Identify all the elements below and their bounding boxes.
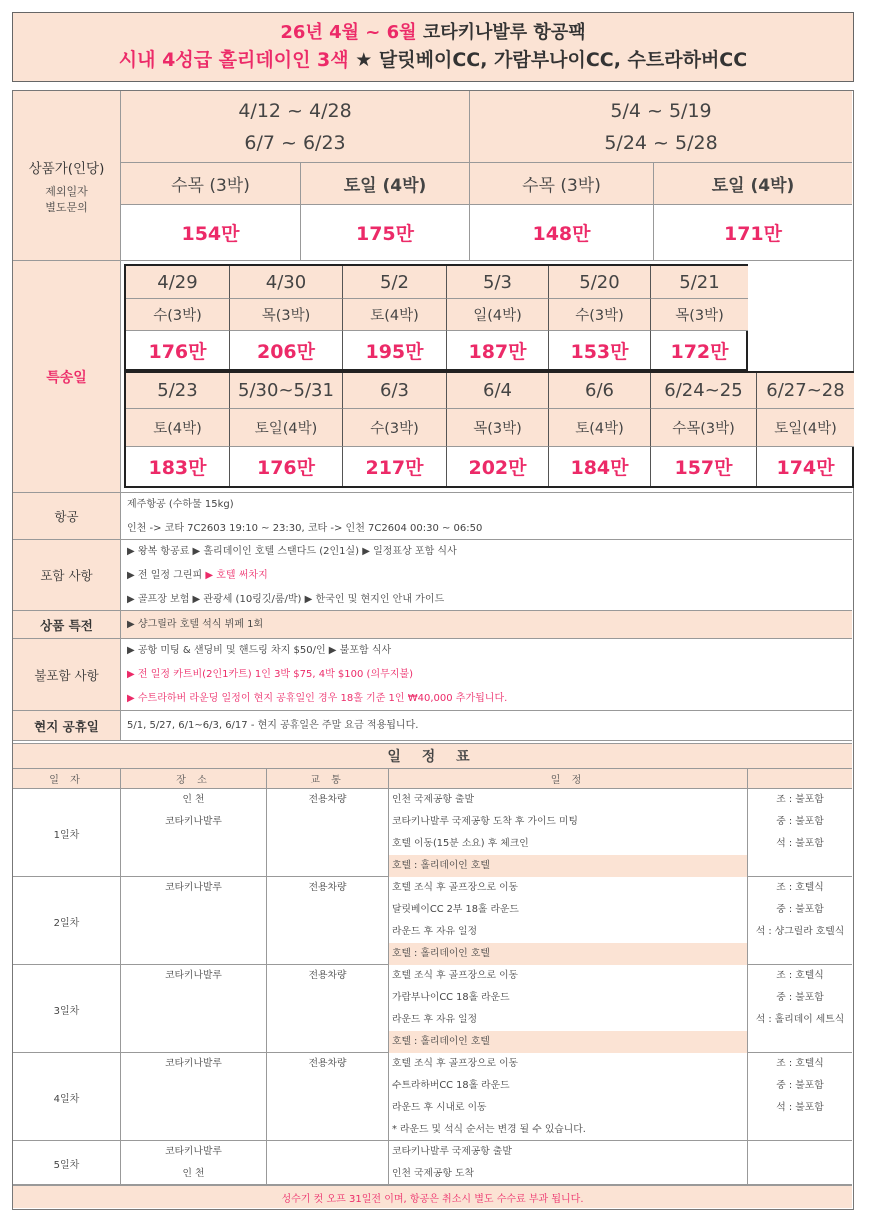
schedule-transport: 전용차량 xyxy=(308,882,347,893)
special-row-2 xyxy=(124,371,854,488)
schedule-places xyxy=(121,1141,267,1185)
schedule-line: 라운드 후 자유 일정 xyxy=(392,1014,478,1025)
included-line-2b: ▶ 호텔 써차지 xyxy=(205,570,268,581)
schedule-meal: 조 : 불포함 xyxy=(776,794,824,805)
special-row2-cell-4 xyxy=(549,373,651,486)
schedule-place: 코타키나발루 xyxy=(165,1058,222,1069)
schedule-meals xyxy=(748,1053,852,1141)
special-date: 5/21 xyxy=(651,266,748,299)
banner-courses: 달릿베이CC, 가람부나이CC, 수트라하버CC xyxy=(372,49,748,71)
banner-product: 코타키나발루 항공팩 xyxy=(422,22,586,43)
special-label: 특송일 xyxy=(46,369,87,386)
special-price: 153만 xyxy=(549,331,651,369)
special-price: 176만 xyxy=(230,447,343,486)
schedule-day-row xyxy=(13,1053,852,1141)
schedule-place: 인 천 xyxy=(182,794,205,805)
schedule-meals xyxy=(748,965,852,1053)
schedule-meals xyxy=(748,1141,852,1185)
schedule-footer: 성수기 컷 오프 31일전 이며, 항공은 취소시 별도 수수료 부과 됩니다. xyxy=(13,1185,852,1208)
schedule-line: 코타키나발루 국제공항 도착 후 가이드 미팅 xyxy=(392,816,578,827)
airline-info xyxy=(121,493,852,540)
banner-hotel: 시내 4성급 홀리데이인 3색 xyxy=(118,49,356,71)
schedule-meal: 중 : 불포함 xyxy=(776,816,824,827)
schedule-meal: 중 : 불포함 xyxy=(776,992,824,1003)
price-group-1-date-2: 6/7 ~ 6/23 xyxy=(244,131,346,154)
schedule-line: 인천 국제공항 도착 xyxy=(392,1168,474,1179)
price-col-3-value: 148만 xyxy=(470,205,654,261)
schedule-day-row xyxy=(13,1141,852,1185)
schedule-meal: 석 : 홀리데이 세트식 xyxy=(755,1014,845,1025)
schedule-header-day: 일 자 xyxy=(13,769,121,789)
special-row1-cell-1 xyxy=(230,266,343,369)
special-row2-cell-2 xyxy=(343,373,447,486)
special-date: 4/30 xyxy=(230,266,343,299)
special-price: 174만 xyxy=(776,457,835,479)
special-date: 6/6 xyxy=(549,373,651,409)
special-row1-cell-4 xyxy=(549,266,651,369)
special-night: 토일(4박) xyxy=(757,409,854,447)
special-date: 4/29 xyxy=(126,266,230,299)
banner-period: 26년 4월 ~ 6월 xyxy=(280,22,423,43)
schedule-line: 호텔 조식 후 골프장으로 이동 xyxy=(392,882,519,893)
special-price: 195만 xyxy=(343,331,447,369)
price-sub-2: 별도문의 xyxy=(45,200,88,214)
special-date: 5/23 xyxy=(126,373,230,409)
schedule-line: 호텔 조식 후 골프장으로 이동 xyxy=(392,1058,519,1069)
schedule-places xyxy=(121,965,267,1053)
schedule-day: 5일차 xyxy=(13,1141,121,1185)
schedule-line: 호텔 : 홀리데이인 호텔 xyxy=(389,943,747,965)
schedule-meal: 석 : 불포함 xyxy=(776,838,824,849)
special-night: 목(3박) xyxy=(230,299,343,331)
schedule-meal: 조 : 호텔식 xyxy=(776,1058,824,1069)
schedule-places xyxy=(121,789,267,877)
schedule-header-transport: 교 통 xyxy=(267,769,389,789)
airline-line-2: 인천 -> 코타 7C2603 19:10 ~ 23:30, 코타 -> 인천 7C2604 00:30 ~ 06:50 xyxy=(127,523,483,534)
schedule-meal: 조 : 호텔식 xyxy=(776,882,824,893)
schedule-plan xyxy=(389,1141,748,1185)
schedule-day: 3일차 xyxy=(13,965,121,1053)
special-row1-cell-5 xyxy=(651,266,748,369)
schedule-day: 2일차 xyxy=(13,877,121,965)
price-group-1 xyxy=(121,91,470,163)
schedule-line: 라운드 후 시내로 이동 xyxy=(392,1102,487,1113)
included-line-3: ▶ 골프장 보험 ▶ 관광세 (10링깃/룸/박) ▶ 한국인 및 현지인 안내 가이드 xyxy=(127,594,445,605)
schedule-header-meals xyxy=(748,769,852,789)
special-date: 6/4 xyxy=(447,373,549,409)
special-price: 172만 xyxy=(670,340,729,363)
excluded-info xyxy=(121,639,852,711)
star-icon: ★ xyxy=(355,49,373,71)
schedule-day: 4일차 xyxy=(13,1053,121,1141)
schedule-header-plan: 일 정 xyxy=(389,769,748,789)
special-price: 206만 xyxy=(230,331,343,369)
schedule-body xyxy=(13,789,852,1185)
banner-line-2 xyxy=(13,47,853,73)
schedule-transport: 전용차량 xyxy=(308,970,347,981)
price-label-cell xyxy=(13,91,121,261)
included-line-2 xyxy=(127,564,852,588)
special-night: 일(4박) xyxy=(447,299,549,331)
schedule-plan xyxy=(389,1053,748,1141)
airline-line-1: 제주항공 (수하물 15kg) xyxy=(127,499,234,510)
schedule-place: 코타키나발루 xyxy=(165,882,222,893)
special-night: 목(3박) xyxy=(651,299,748,331)
schedule-line: 호텔 : 홀리데이인 호텔 xyxy=(389,1031,747,1053)
special-row2-cell-0 xyxy=(126,373,230,486)
special-date: 5/30~5/31 xyxy=(230,373,343,409)
schedule-meals xyxy=(748,789,852,877)
schedule-plan xyxy=(389,877,748,965)
schedule-line: * 라운드 및 석식 순서는 변경 될 수 있습니다. xyxy=(392,1124,586,1135)
main-table xyxy=(12,90,854,1210)
price-label: 상품가(인당) xyxy=(28,160,105,177)
price-group-2-date-1: 5/4 ~ 5/19 xyxy=(610,99,712,122)
schedule-header-place: 장 소 xyxy=(121,769,267,789)
schedule-meals xyxy=(748,877,852,965)
special-date: 5/3 xyxy=(447,266,549,299)
schedule-transport-cell xyxy=(267,789,389,877)
special-price: 183만 xyxy=(126,447,230,486)
excluded-line-2: ▶ 전 일정 카트비(2인1카트) 1인 3박 $75, 4박 $100 (의무지불) xyxy=(127,669,413,680)
special-night: 수(3박) xyxy=(126,299,230,331)
schedule-transport-cell xyxy=(267,1141,389,1185)
price-col-2-value: 175만 xyxy=(301,205,470,261)
special-night: 목(3박) xyxy=(447,409,549,447)
schedule-meal: 중 : 불포함 xyxy=(776,1080,824,1091)
special-label-cell xyxy=(13,261,121,493)
included-line-2a: ▶ 전 일정 그린피 xyxy=(127,570,206,581)
schedule-line: 인천 국제공항 출발 xyxy=(392,794,474,805)
schedule-place: 코타키나발루 xyxy=(165,816,222,827)
special-row-1 xyxy=(124,264,748,371)
schedule-transport: 전용차량 xyxy=(308,794,347,805)
schedule-title: 일 정 표 xyxy=(13,743,852,769)
schedule-line: 코타키나발루 국제공항 출발 xyxy=(392,1146,512,1157)
schedule-transport-cell xyxy=(267,1053,389,1141)
holiday-line-1: 5/1, 5/27, 6/1~6/3, 6/17 - 현지 공휴일은 주말 요금 적용됩니다. xyxy=(127,720,419,731)
excluded-line-3: ▶ 수트라하버 라운딩 일정이 현지 공휴일인 경우 18홀 기준 1인 ₩40,000 추가됩니다. xyxy=(127,693,508,704)
excluded-line-1: ▶ 공항 미팅 & 샌딩비 및 핸드링 차지 $50/인 ▶ 불포함 식사 xyxy=(127,645,392,656)
special-night: 수(3박) xyxy=(343,409,447,447)
schedule-place: 인 천 xyxy=(182,1168,205,1179)
price-group-2 xyxy=(470,91,852,163)
schedule-meal: 석 : 샹그릴라 호텔식 xyxy=(755,926,845,937)
special-date: 5/2 xyxy=(343,266,447,299)
schedule-places xyxy=(121,877,267,965)
schedule-line: 달릿베이CC 2부 18홀 라운드 xyxy=(392,904,519,915)
benefit-line-1: ▶ 샹그릴라 호텔 석식 뷔페 1회 xyxy=(127,619,264,630)
schedule-place: 코타키나발루 xyxy=(165,970,222,981)
banner-line-1 xyxy=(13,21,853,45)
excluded-label: 불포함 사항 xyxy=(13,639,121,711)
special-date: 6/24~25 xyxy=(651,373,757,409)
price-col-1-value: 154만 xyxy=(121,205,301,261)
special-date: 6/27~28 xyxy=(757,373,854,409)
schedule-plan xyxy=(389,965,748,1053)
special-row2-cell-3 xyxy=(447,373,549,486)
benefit-info xyxy=(121,611,852,639)
schedule-transport-cell xyxy=(267,877,389,965)
special-price: 176만 xyxy=(126,331,230,369)
schedule-line: 호텔 : 홀리데이인 호텔 xyxy=(389,855,747,877)
price-col-3-night: 수목 (3박) xyxy=(470,163,654,205)
special-row1-cell-3 xyxy=(447,266,549,369)
included-label: 포함 사항 xyxy=(13,540,121,611)
benefit-label: 상품 특전 xyxy=(13,611,121,639)
special-date: 6/3 xyxy=(343,373,447,409)
special-row2-cell-6 xyxy=(757,373,854,486)
price-group-2-date-2: 5/24 ~ 5/28 xyxy=(604,131,718,154)
price-col-4-value: 171만 xyxy=(654,205,852,261)
price-col-1-night: 수목 (3박) xyxy=(121,163,301,205)
schedule-line: 호텔 조식 후 골프장으로 이동 xyxy=(392,970,519,981)
schedule-line: 가람부나이CC 18홀 라운드 xyxy=(392,992,510,1003)
schedule-transport-cell xyxy=(267,965,389,1053)
schedule-line: 호텔 이동(15분 소요) 후 체크인 xyxy=(392,838,529,849)
special-night: 토(4박) xyxy=(343,299,447,331)
schedule-meal: 중 : 불포함 xyxy=(776,904,824,915)
special-night: 토(4박) xyxy=(126,409,230,447)
special-price: 217만 xyxy=(343,447,447,486)
special-night: 수(3박) xyxy=(549,299,651,331)
special-price: 157만 xyxy=(651,447,757,486)
special-price: 202만 xyxy=(447,447,549,486)
schedule-place: 코타키나발루 xyxy=(165,1146,222,1157)
special-row1-cell-0 xyxy=(126,266,230,369)
schedule-day-row xyxy=(13,877,852,965)
special-night: 토일(4박) xyxy=(230,409,343,447)
special-night: 수목(3박) xyxy=(651,409,757,447)
special-row2-cell-1 xyxy=(230,373,343,486)
included-line-1: ▶ 왕복 항공료 ▶ 홀리데이인 호텔 스탠다드 (2인1실) ▶ 일정표상 포함 식사 xyxy=(127,546,457,557)
schedule-places xyxy=(121,1053,267,1141)
schedule-day-row xyxy=(13,965,852,1053)
special-price: 187만 xyxy=(447,331,549,369)
holiday-info xyxy=(121,711,852,741)
special-date: 5/20 xyxy=(549,266,651,299)
special-row2-cell-5 xyxy=(651,373,757,486)
price-sub-1: 제외일자 xyxy=(45,184,88,198)
holiday-label: 현지 공휴일 xyxy=(13,711,121,741)
schedule-plan xyxy=(389,789,748,877)
schedule-meal: 석 : 불포함 xyxy=(776,1102,824,1113)
special-row1-cell-2 xyxy=(343,266,447,369)
schedule-transport: 전용차량 xyxy=(308,1058,347,1069)
schedule-transport xyxy=(267,1141,388,1163)
included-info xyxy=(121,540,852,611)
price-group-1-date-1: 4/12 ~ 4/28 xyxy=(238,99,352,122)
schedule-meal: 조 : 호텔식 xyxy=(776,970,824,981)
special-night: 토(4박) xyxy=(549,409,651,447)
airline-label: 항공 xyxy=(13,493,121,540)
price-col-2-night: 토일 (4박) xyxy=(301,163,470,205)
price-col-4-night: 토일 (4박) xyxy=(654,163,852,205)
schedule-day: 1일차 xyxy=(13,789,121,877)
special-price: 184만 xyxy=(549,447,651,486)
schedule-day-row xyxy=(13,789,852,877)
schedule-line: 수트라하버CC 18홀 라운드 xyxy=(392,1080,510,1091)
title-banner xyxy=(12,12,854,82)
schedule-line: 라운드 후 자유 일정 xyxy=(392,926,478,937)
